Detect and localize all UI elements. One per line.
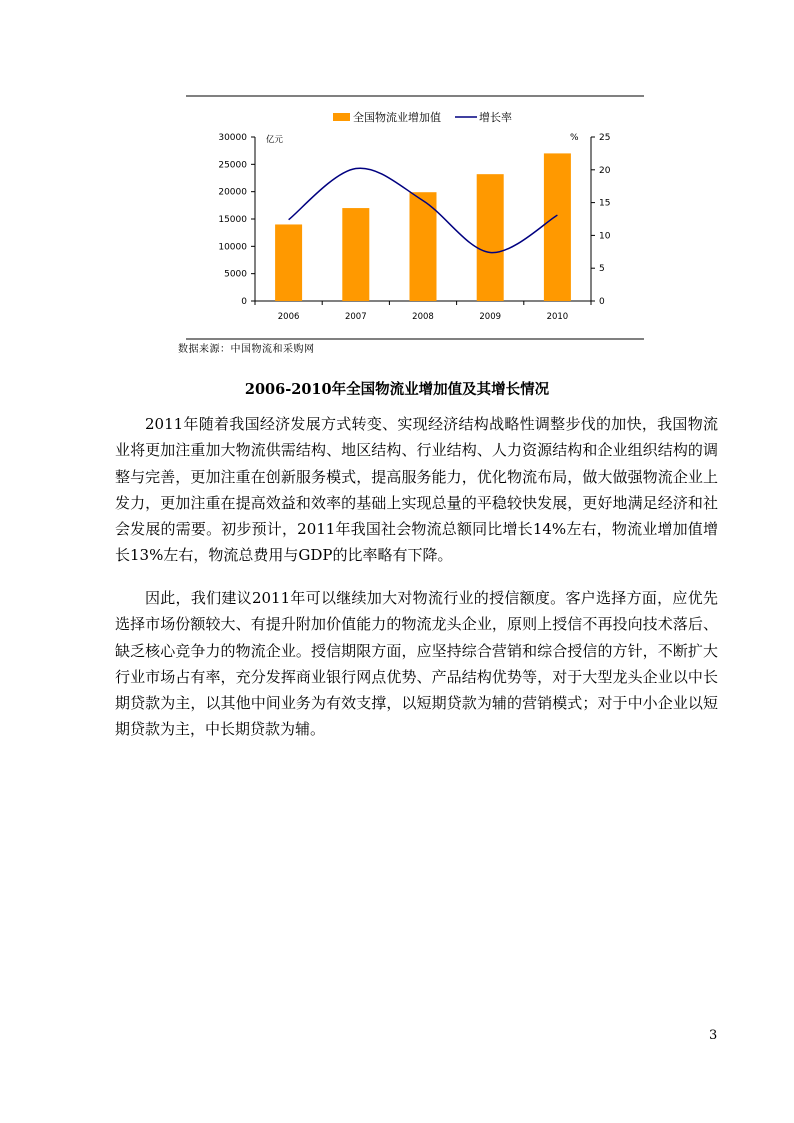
right-tick-label: 10	[599, 231, 611, 242]
legend-bar-label: 全国物流业增加值	[353, 111, 441, 124]
bar-2007	[342, 208, 369, 301]
x-tick-label: 2006	[277, 312, 300, 322]
right-tick-label: 15	[599, 198, 611, 209]
left-tick-label: 10000	[218, 242, 247, 253]
x-tick-label: 2010	[546, 312, 569, 322]
right-tick-label: 0	[599, 297, 605, 307]
right-tick-label: 5	[599, 264, 605, 275]
legend-line-label: 增长率	[479, 111, 512, 124]
bar-2006	[275, 224, 302, 301]
left-tick-label: 25000	[218, 160, 247, 171]
left-axis-unit: 亿元	[266, 135, 284, 145]
chart	[0, 0, 794, 360]
paragraph-1: 2011年随着我国经济发展方式转变、实现经济结构战略性调整步伐的加快，我国物流业将更加注重加大物流供需结构、地区结构、行业结构、人力资源结构和企业组织结构的调整与完善，更加注重在创新服务模式，提高服务能力，优化物流布局，做大做强物流企业上发力，更加注重在提高效益和效率的基础上实现总量的平稳较快发展，更好地满足经济和社会发展的需要。初步预计，2011年我国社会物流总额同比增长14%左右，物流业增加值增长13%左右，物流总费用与GDP的比率略有下降。	[115, 415, 718, 565]
left-tick-label: 0	[241, 297, 247, 307]
x-tick-label: 2008	[412, 312, 434, 322]
bar-2009	[477, 174, 504, 301]
bar-2010	[544, 153, 571, 301]
legend-bar-swatch	[333, 113, 350, 121]
x-tick-label: 2009	[479, 312, 502, 322]
source-note: 数据来源：中国物流和采购网	[178, 344, 315, 355]
x-axis-ticks	[255, 301, 591, 322]
right-axis-ticks	[591, 133, 611, 307]
left-tick-label: 15000	[218, 215, 247, 225]
right-tick-label: 25	[599, 133, 611, 143]
x-tick-label: 2007	[344, 312, 367, 322]
left-tick-label: 30000	[218, 133, 247, 143]
left-axis-ticks	[218, 133, 255, 307]
right-tick-label: 20	[599, 165, 611, 176]
page-number: 3	[709, 1028, 718, 1043]
chart-caption: 2006-2010年全国物流业增加值及其增长情况	[244, 381, 550, 398]
paragraph-2: 因此，我们建议2011年可以继续加大对物流行业的授信额度。客户选择方面，应优先选择市场份额较大、有提升附加价值能力的物流龙头企业，原则上授信不再投向技术落后、缺乏核心竞争力的物流企业。授信期限方面，应坚持综合营销和综合授信的方针，不断扩大行业市场占有率，充分发挥商业银行网点优势、产品结构优势等，对于大型龙头企业以中长期贷款为主，以其他中间业务为有效支撑，以短期贷款为辅的营销模式；对于中小企业以短期贷款为主，中长期贷款为辅。	[115, 589, 718, 739]
left-tick-label: 5000	[224, 269, 247, 280]
bar-series	[275, 153, 571, 301]
right-axis-unit: %	[570, 133, 579, 143]
left-tick-label: 20000	[218, 187, 247, 198]
